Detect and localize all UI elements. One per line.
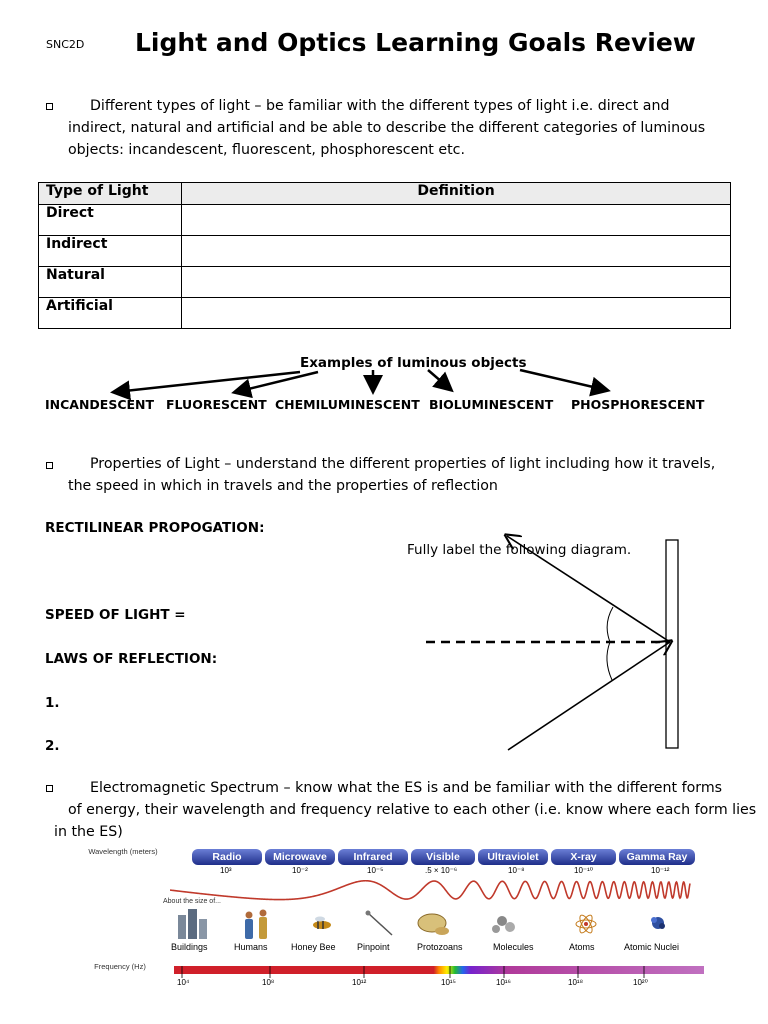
text-line: indirect, natural and artificial and be able to describe the different categories of luminous [68,120,706,136]
incidence-angle-arc [607,642,612,680]
checkbox-bullet-icon [46,462,53,469]
row-type: Natural [39,267,182,298]
frequency-value: 10¹² [352,978,367,987]
luminous-item: CHEMILUMINESCENT [275,397,420,412]
wavelength-value: 10⁻¹⁰ [574,866,593,875]
object-label: Molecules [493,942,534,952]
diagram-instruction: Fully label the following diagram. [407,542,632,558]
object-label: Honey Bee [291,942,336,952]
luminous-item: FLUORESCENT [166,397,267,412]
band-gamma-ray: Gamma Ray [619,849,695,865]
object-label: Protozoans [417,942,463,952]
section-electromagnetic-spectrum [54,777,758,843]
header-type: Type of Light [39,183,182,205]
band-visible: Visible [411,849,475,865]
wavelength-axis-label: Wavelength (meters) [88,847,158,856]
row-definition[interactable] [182,298,731,329]
text-line: of energy, their wavelength and frequency relative to each other (i.e. know where each form lies [68,802,757,818]
wavelength-value: .5 × 10⁻⁶ [425,866,458,875]
incident-ray [508,642,670,750]
band-ultraviolet: Ultraviolet [478,849,548,865]
frequency-value: 10⁸ [262,978,275,987]
frequency-value: 10⁴ [177,978,190,987]
light-types-table [38,182,731,329]
arrow-bioluminescent [428,370,450,389]
row-type: Indirect [39,236,182,267]
wavelength-value: 10⁻⁵ [367,866,384,875]
text-line: the speed in which in travels and the properties of reflection [68,478,498,494]
frequency-value: 10¹⁵ [441,978,456,987]
size-objects-icons [170,905,710,943]
atomic-nuclei-icon [651,917,665,929]
table-header-row [39,183,731,205]
reflection-diagram [420,530,690,755]
speed-of-light-label: SPEED OF LIGHT = [45,607,186,623]
object-label: Atomic Nuclei [624,942,680,952]
band-infrared: Infrared [338,849,408,865]
rectilinear-label: RECTILINEAR PROPOGATION: [45,520,265,536]
object-label: Humans [234,942,268,952]
text-line: Electromagnetic Spectrum – know what the ES is and be familiar with the different forms [90,780,723,796]
band-radio: Radio [192,849,262,865]
page-title: Light and Optics Learning Goals Review [135,28,696,57]
band-xray: X-ray [551,849,616,865]
protozoans-icon [418,914,449,935]
arrow-phosphorescent [520,370,606,390]
honey-bee-icon [313,917,331,930]
row-definition[interactable] [182,236,731,267]
row-definition[interactable] [182,267,731,298]
size-comparison-label: About the size of... [163,898,221,905]
frequency-ticks [174,966,704,980]
band-microwave: Microwave [265,849,335,865]
atoms-icon [576,913,596,934]
object-label: Atoms [569,942,595,952]
humans-icon [245,910,267,940]
object-label: Pinpoint [357,942,390,952]
frequency-axis-label: Frequency (Hz) [94,962,146,971]
luminous-heading: Examples of luminous objects [300,355,527,371]
wavelength-value: 10⁻⁸ [508,866,525,875]
laws-of-reflection-label: LAWS OF REFLECTION: [45,651,218,667]
section-types-of-light [68,95,758,161]
text-line: in the ES) [54,824,123,840]
wavelength-value: 10⁻² [292,866,308,875]
pinpoint-icon [366,911,393,936]
molecules-icon [492,916,515,933]
text-line: Different types of light – be familiar with the different types of light i.e. direct and [90,98,670,114]
law-1-label: 1. [45,695,60,711]
table-row [39,298,731,329]
checkbox-bullet-icon [46,785,53,792]
frequency-value: 10¹⁶ [496,978,511,987]
section-properties-of-light [68,453,758,497]
frequency-value: 10¹⁸ [568,978,583,987]
reflected-ray [507,536,670,642]
law-2-label: 2. [45,738,60,754]
wave-line [170,881,690,900]
object-label: Buildings [171,942,208,952]
row-type: Direct [39,205,182,236]
frequency-value: 10²⁰ [633,978,648,987]
checkbox-bullet-icon [46,103,53,110]
table-row [39,267,731,298]
luminous-item: INCANDESCENT [45,397,155,412]
table-row [39,236,731,267]
wave-graphic [170,875,700,905]
header-definition: Definition [182,183,731,205]
text-line: Properties of Light – understand the different properties of light including how it travels, [90,456,716,472]
row-definition[interactable] [182,205,731,236]
text-line: objects: incandescent, fluorescent, phosphorescent etc. [68,142,465,158]
buildings-icon [178,909,207,939]
table-row [39,205,731,236]
luminous-item: PHOSPHORESCENT [571,397,705,412]
reflection-angle-arc [607,607,613,642]
wavelength-value: 10⁻¹² [651,866,670,875]
luminous-item: BIOLUMINESCENT [429,397,554,412]
row-type: Artificial [39,298,182,329]
wavelength-value: 10³ [220,866,232,875]
course-code: SNC2D [46,38,85,51]
